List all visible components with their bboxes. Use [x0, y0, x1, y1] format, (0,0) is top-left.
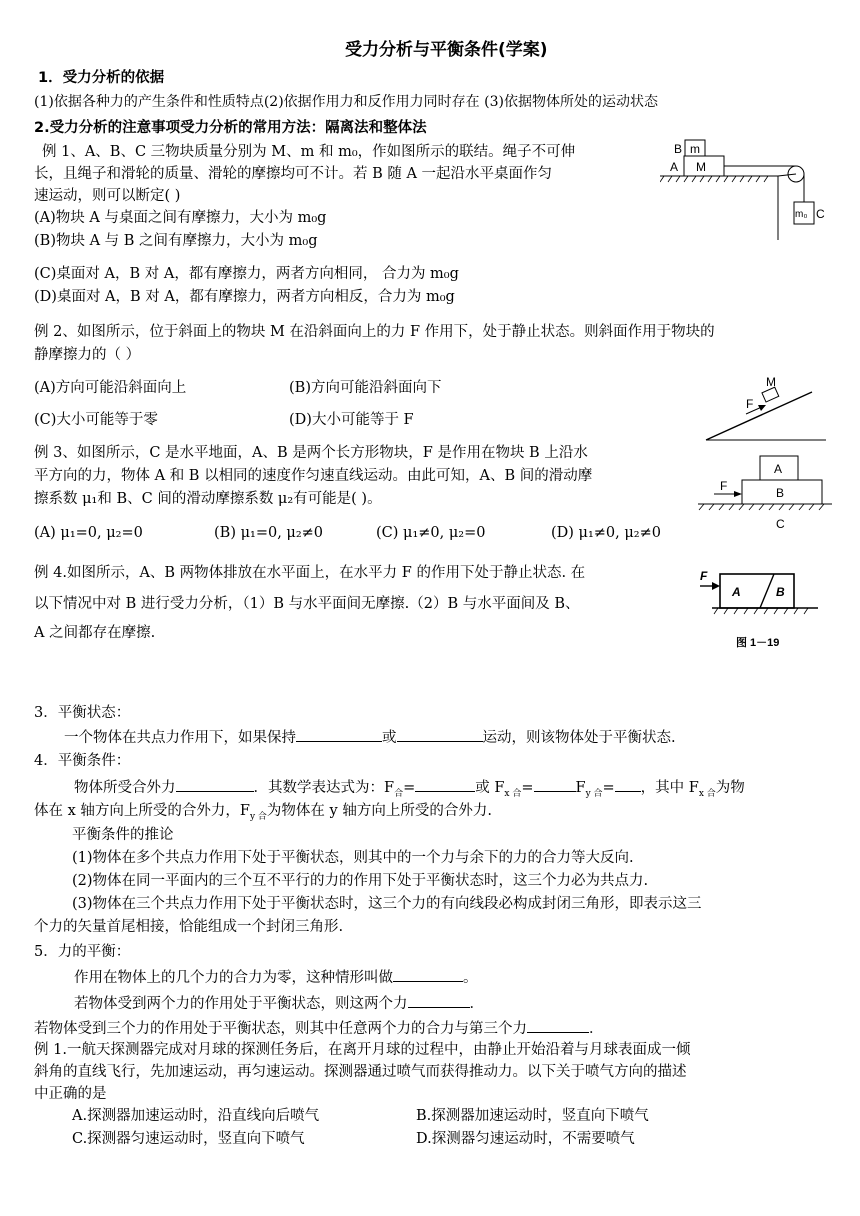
- section-5-heading: 5．力的平衡：: [34, 944, 131, 960]
- ex5-stem-line2: 斜角的直线飞行，先加速运动，再匀速运动。探测器通过喷气而获得推动力。以下关于喷气方向的描述: [34, 1064, 687, 1080]
- section-3-heading: 3．平衡状态：: [34, 705, 131, 721]
- ex2-option-a: (A)方向可能沿斜面向上: [34, 380, 187, 396]
- section-1-heading: 1．受力分析的依据: [38, 70, 165, 86]
- label-f: F: [700, 569, 708, 583]
- inference-3-line2: 个力的矢量首尾相接，恰能组成一个封闭三角形.: [34, 919, 344, 935]
- block-m: [762, 387, 779, 402]
- ex3-option-c: (C) μ₁≠0, μ₂=0: [376, 525, 486, 541]
- ex2-option-b: (B)方向可能沿斜面向下: [289, 380, 442, 396]
- ex2-stem-line1: 例 2、如图所示，位于斜面上的物块 M 在沿斜面向上的力 F 作用下，处于静止状态。则斜面作用于物块的: [34, 324, 715, 340]
- label-b: B: [776, 585, 785, 599]
- label-f: F: [746, 397, 754, 411]
- ex4-stem-line1: 例 4.如图所示，A、B 两物体排放在水平面上，在水平力 F 的作用下处于静止状态. 在: [34, 565, 586, 581]
- label-c: C: [816, 207, 825, 221]
- incline-slope: [706, 392, 812, 440]
- ex2-stem-line2: 静摩擦力的（ ）: [34, 347, 141, 363]
- label-m0: m₀: [795, 209, 808, 220]
- inference-heading: 平衡条件的推论: [72, 827, 174, 843]
- ex2-option-d: (D)大小可能等于 F: [289, 412, 414, 428]
- ex4-stem-line2: 以下情况中对 B 进行受力分析，（1）B 与水平面间无摩擦.（2）B 与水平面间及 B、: [34, 596, 580, 612]
- ex5-stem-line1: 例 1.一航天探测器完成对月球的探测任务后，在离开月球的过程中，由静止开始沿着与月球表面成一倾: [34, 1042, 691, 1058]
- figure-caption: 图 1－19: [736, 637, 780, 649]
- section-4-formula-explanation: 体在 x 轴方向上所受的合外力，$F_{y 合}$为物体在 y 轴方向上所受的合外力.: [34, 803, 492, 822]
- section-3-text: 一个物体在共点力作用下，如果保持 或 运动，则该物体处于平衡状态.: [64, 727, 676, 748]
- ex2-incline-figure: [700, 374, 830, 446]
- ex5-option-c: C.探测器匀速运动时，竖直向下喷气: [72, 1131, 305, 1147]
- label-m: m: [690, 142, 700, 156]
- label-m: M: [766, 375, 776, 389]
- ex1-stem-line1: 例 1、A、B、C 三物块质量分别为 M、m 和 m₀，作如图所示的联结。绳子不可伸: [42, 144, 576, 160]
- section-5-text-3: 若物体受到三个力的作用处于平衡状态，则其中任意两个力的合力与第三个力 ．: [34, 1018, 604, 1039]
- label-f: F: [720, 479, 728, 493]
- ex3-stem-line3: 擦系数 μ₁和 B、C 间的滑动摩擦系数 μ₂有可能是( )。: [34, 491, 382, 507]
- ex1-stem-line3: 速运动，则可以断定( ): [34, 188, 181, 204]
- label-b: B: [674, 142, 683, 156]
- ex1-option-a: (A)物块 A 与桌面之间有摩擦力，大小为 m₀g: [34, 210, 327, 226]
- ex5-option-b: B.探测器加速运动时，竖直向下喷气: [416, 1108, 649, 1124]
- label-big-m: M: [696, 160, 706, 174]
- label-a: A: [774, 462, 783, 476]
- ex3-option-d: (D) μ₁≠0, μ₂≠0: [551, 525, 661, 541]
- label-a: A: [670, 160, 679, 174]
- section-4-heading: 4．平衡条件：: [34, 753, 131, 769]
- ex1-option-b: (B)物块 A 与 B 之间有摩擦力，大小为 m₀g: [34, 233, 318, 249]
- inference-1: (1)物体在多个共点力作用下处于平衡状态，则其中的一个力与余下的力的合力等大反向.: [72, 850, 634, 866]
- ex4-wedge-blocks-figure: [694, 564, 824, 654]
- ex3-stem-line1: 例 3、如图所示，C 是水平地面，A、B 是两个长方形物块，F 是作用在物块 B 上沿水: [34, 445, 588, 461]
- ex3-stem-line2: 平方向的力，物体 A 和 B 以相同的速度作匀速直线运动。由此可知，A、B 间的滑动摩: [34, 468, 593, 484]
- ex1-pulley-figure: [660, 136, 830, 244]
- section-1-text: (1)依据各种力的产生条件和性质特点(2)依据作用力和反作用力同时存在 (3)依据物体所处的运动状态: [34, 94, 658, 110]
- ex5-option-d: D.探测器匀速运动时，不需要喷气: [416, 1131, 635, 1147]
- section-2-heading: 2.受力分析的注意事项受力分析的常用方法：隔离法和整体法: [34, 120, 427, 136]
- label-b: B: [776, 486, 785, 500]
- inference-3-line1: (3)物体在三个共点力作用下处于平衡状态时，这三个力的有向线段必构成封闭三角形，即表示这三: [72, 896, 702, 912]
- ex3-stacked-blocks-figure: [696, 454, 836, 536]
- ex3-option-b: (B) μ₁=0, μ₂≠0: [214, 525, 324, 541]
- ex1-option-d: (D)桌面对 A，B 对 A，都有摩擦力，两者方向相反，合力为 m₀g: [34, 289, 455, 305]
- label-c: C: [776, 517, 785, 531]
- ex2-option-c: (C)大小可能等于零: [34, 412, 158, 428]
- section-4-formula-line: 物体所受合外力 ．其数学表达式为：$F_合=$ 或 $F_{x 合}= F_{y 合}=$ ，其中 $F_{x 合}$为物: [74, 777, 745, 804]
- ex3-option-a: (A) μ₁=0, μ₂=0: [34, 525, 143, 541]
- section-5-text-2: 若物体受到两个力的作用处于平衡状态，则这两个力 ．: [74, 993, 484, 1014]
- ex5-option-a: A.探测器加速运动时，沿直线向后喷气: [72, 1108, 320, 1124]
- section-5-text-1: 作用在物体上的几个力的合力为零，这种情形叫做 。: [74, 967, 478, 988]
- ex1-option-c: (C)桌面对 A，B 对 A，都有摩擦力，两者方向相同， 合力为 m₀g: [34, 266, 459, 282]
- inference-2: (2)物体在同一平面内的三个互不平行的力的作用下处于平衡状态时，这三个力必为共点力.: [72, 873, 649, 889]
- ex1-stem-line2: 长，且绳子和滑轮的质量、滑轮的摩擦均可不计。若 B 随 A 一起沿水平桌面作匀: [34, 166, 553, 182]
- label-a: A: [732, 585, 741, 599]
- ex5-stem-line3: 中正确的是: [34, 1086, 107, 1102]
- page-title: 受力分析与平衡条件(学案): [345, 40, 548, 60]
- ex4-stem-line3: A 之间都存在摩擦.: [34, 625, 156, 641]
